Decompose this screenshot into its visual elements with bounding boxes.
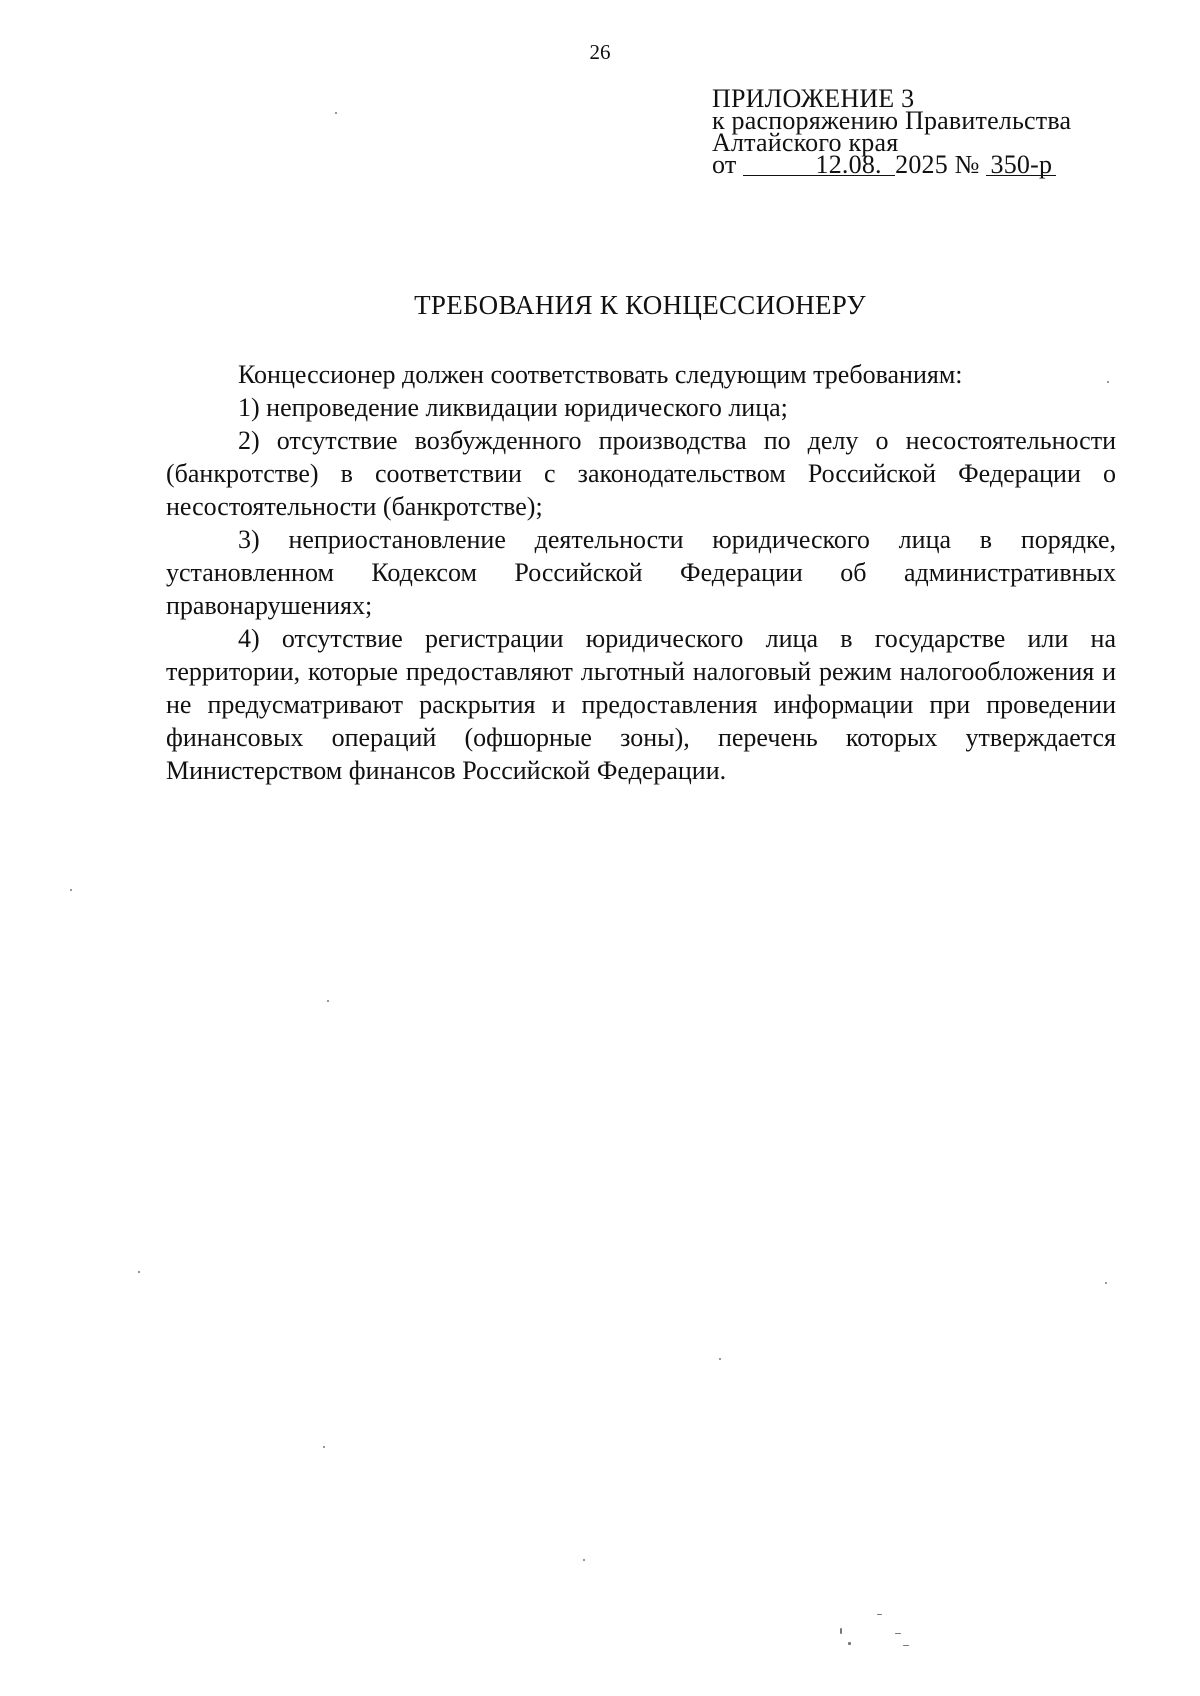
document-title: ТРЕБОВАНИЯ К КОНЦЕССИОНЕРУ [414,290,866,320]
appendix-line-2: Алтайского края [712,128,899,157]
requirement-3: 3) неприостановление деятельности юридического лица в порядке, установленном Кодексом Российской Федерации об административных правонарушениях; [166,525,1116,620]
number-field: 350-р [986,155,1056,176]
appendix-heading: ПРИЛОЖЕНИЕ 3 [712,84,915,113]
from-label: от [712,150,737,179]
year-value: 2025 [895,150,948,179]
requirement-2: 2) отсутствие возбужденного производства по делу о несостоятельности (банкротстве) в соответствии с законодательством Российской Федерации о несостоятельности (банкротстве); [166,426,1116,521]
appendix-block [712,84,1152,179]
number-sign: № [954,150,980,179]
appendix-line-1: к распоряжению Правительства [712,106,1072,135]
intro-paragraph: Концессионер должен соответствовать следующим требованиям: [238,360,963,389]
requirement-4: 4) отсутствие регистрации юридического лица в государстве или на территории, которые предоставляют льготный налоговый режим налогообложения и не предусматривают раскрытия и предоставления информации при проведении финансовых операций (офшорные зоны), перечень которых утверждается Министерством финансов Российской Федерации. [166,624,1116,785]
date-value: 12.08. [815,150,882,179]
appendix-date-line [712,150,1152,179]
date-field [743,150,895,179]
page-number: 26 [589,40,611,64]
document-body [166,358,1116,787]
requirement-1: 1) непроведение ликвидации юридического лица; [238,393,788,422]
